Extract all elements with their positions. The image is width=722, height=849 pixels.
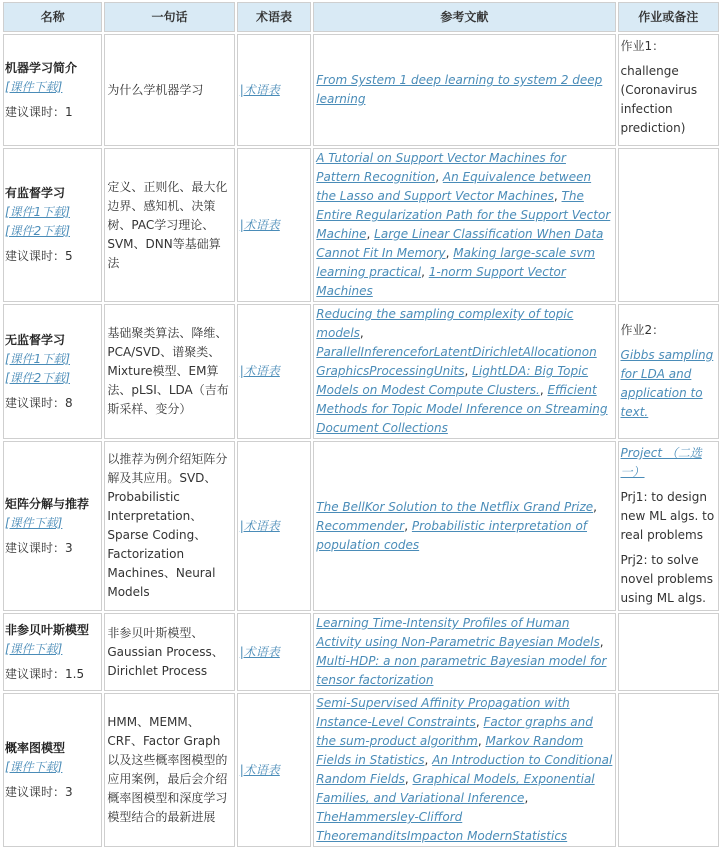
- reference-link[interactable]: TheHammersley-Clifford TheoremanditsImpacton ModernStatistics: [316, 810, 568, 843]
- reference-link[interactable]: Large Linear Classification When Data Cannot Fit In Memory: [316, 227, 604, 260]
- summary-cell: 定义、正则化、最大化边界、感知机、决策树、PAC学习理论、SVM、DNN等基础算法: [104, 148, 234, 302]
- glossary-link[interactable]: |术语表: [239, 217, 280, 232]
- reference-link[interactable]: Learning Time-Intensity Profiles of Human Activity using Non-Parametric Bayesian Models: [316, 616, 600, 649]
- homework-label: 作业1：: [620, 39, 665, 53]
- summary-cell: 基础聚类算法、降维、PCA/SVD、谱聚类、Mixture模型、EM算法、pLSI、LDA（吉布斯采样、变分）: [104, 304, 234, 439]
- reference-link[interactable]: 1-norm Support Vector Machines: [316, 265, 566, 298]
- download-link[interactable]: [课件1下载]: [5, 351, 70, 366]
- topic-cell: [3, 148, 102, 302]
- homework-text: challenge (Coronavirus infection prediction): [620, 64, 698, 135]
- reference-link[interactable]: Multi-HDP: a non parametric Bayesian model for tensor factorization: [316, 654, 607, 687]
- topic-title: 非参贝叶斯模型: [5, 622, 90, 637]
- course-hours: 建议课时：1.5: [5, 666, 85, 681]
- reference-link[interactable]: A Tutorial on Support Vector Machines for Pattern Recognition: [316, 151, 566, 184]
- topic-title: 有监督学习: [5, 186, 66, 200]
- project-option: Prj1: to design new ML algs. to real problems: [620, 490, 715, 542]
- course-hours: 建议课时：1: [5, 104, 73, 119]
- glossary-link[interactable]: |术语表: [239, 762, 280, 777]
- glossary-link[interactable]: |术语表: [239, 82, 280, 97]
- topic-title: 机器学习简介: [5, 60, 78, 75]
- references-cell: Learning Time-Intensity Profiles of Human Activity using Non-Parametric Bayesian Models, Multi-HDP: a non parametric Bayesian model for tensor factorization: [313, 613, 615, 691]
- glossary-cell: [237, 693, 312, 847]
- header-name: 名称: [3, 2, 102, 32]
- header-glossary: 术语表: [237, 2, 312, 32]
- reference-link[interactable]: Markov Random Fields in Statistics: [316, 734, 584, 767]
- reference-link[interactable]: Graphical Models, Exponential Families, and Variational Inference: [316, 772, 595, 805]
- topic-title: 概率图模型: [5, 740, 66, 755]
- reference-link[interactable]: LightLDA: Big Topic Models on Modest Compute Clusters.: [316, 364, 589, 397]
- reference-link[interactable]: Making large-scale svm learning practical: [316, 246, 596, 279]
- download-link[interactable]: [课件2下载]: [5, 224, 70, 238]
- glossary-link[interactable]: |术语表: [239, 364, 280, 378]
- download-link[interactable]: [课件1下载]: [5, 205, 70, 219]
- reference-link[interactable]: ParallelInferenceforLatentDirichletAllocationon GraphicsProcessingUnits: [316, 345, 597, 378]
- reference-link[interactable]: An Introduction to Conditional Random Fields: [316, 753, 613, 786]
- references-cell: Semi-Supervised Affinity Propagation with Instance-Level Constraints, Factor graphs and the sum-product algorithm, Markov Random Fields in Statistics, An Introduction to Conditional Random Fields, Graphical Models, Exponential Families, and Variational Inference, TheHammersley-Clifford TheoremanditsImpacton ModernStatistics: [313, 693, 615, 847]
- header-summary: 一句话: [104, 2, 234, 32]
- table-row: [3, 34, 719, 146]
- summary-cell: 以推荐为例介绍矩阵分解及其应用。SVD、Probabilistic Interpretation、Sparse Coding、Factorization Machines、Neural Models: [104, 441, 234, 611]
- project-option: Prj2: to solve novel problems using ML algs.: [620, 553, 713, 605]
- homework-cell: [618, 613, 719, 691]
- summary-cell: HMM、MEMM、CRF、Factor Graph以及这些概率图模型的应用案例，最后会介绍概率图模型和深度学习模型结合的最新进展: [104, 693, 234, 847]
- glossary-link[interactable]: |术语表: [239, 518, 280, 533]
- summary-cell: 非参贝叶斯模型、Gaussian Process、Dirichlet Process: [104, 613, 234, 691]
- reference-link[interactable]: Reducing the sampling complexity of topic models: [316, 307, 574, 340]
- reference-link[interactable]: An Equivalence between the Lasso and Support Vector Machines: [316, 170, 592, 203]
- course-hours: 建议课时：3: [5, 784, 73, 799]
- topic-cell: [3, 34, 102, 146]
- reference-link[interactable]: Factor graphs and the sum-product algorithm: [316, 715, 593, 748]
- table-row: [3, 693, 719, 847]
- table-row: [3, 613, 719, 691]
- download-link[interactable]: [课件下载]: [5, 759, 63, 774]
- table-header-row: [3, 2, 719, 32]
- topic-cell: [3, 693, 102, 847]
- download-link[interactable]: [课件下载]: [5, 641, 63, 656]
- homework-cell: [618, 34, 719, 146]
- glossary-link[interactable]: |术语表: [239, 644, 280, 659]
- reference-link[interactable]: Efficient Methods for Topic Model Inference on Streaming Document Collections: [316, 383, 608, 435]
- download-link[interactable]: [课件2下载]: [5, 370, 70, 385]
- table-row: [3, 148, 719, 302]
- course-hours: 建议课时：3: [5, 540, 73, 555]
- topic-title: 矩阵分解与推荐: [5, 496, 90, 511]
- topic-cell: [3, 441, 102, 611]
- course-table: [1, 0, 721, 849]
- topic-title: 无监督学习: [5, 332, 66, 347]
- reference-link[interactable]: Recommender: [316, 518, 405, 533]
- table-row: [3, 304, 719, 439]
- homework-cell: [618, 148, 719, 302]
- homework-cell: [618, 304, 719, 439]
- topic-cell: [3, 304, 102, 439]
- course-hours: 建议课时：8: [5, 395, 73, 410]
- reference-link[interactable]: Semi-Supervised Affinity Propagation with Instance-Level Constraints: [316, 696, 570, 729]
- reference-link[interactable]: Probabilistic interpretation of population codes: [316, 518, 588, 552]
- project-link[interactable]: Project （二选一）: [620, 446, 702, 479]
- homework-cell: [618, 441, 719, 611]
- references-cell: The BellKor Solution to the Netflix Grand Prize, Recommender, Probabilistic interpretation of population codes: [313, 441, 615, 611]
- summary-cell: 为什么学机器学习: [104, 34, 234, 146]
- course-hours: 建议课时：5: [5, 249, 73, 263]
- references-cell: [313, 34, 615, 146]
- reference-link[interactable]: From System 1 deep learning to system 2 deep learning: [316, 73, 603, 106]
- header-homework: 作业或备注: [618, 2, 719, 32]
- glossary-cell: [237, 148, 312, 302]
- references-cell: Reducing the sampling complexity of topic models, ParallelInferenceforLatentDirichletAllocationon GraphicsProcessingUnits, LightLDA: Big Topic Models on Modest Compute Clusters., Efficient Methods for Topic Model Inference on Streaming Document Collections: [313, 304, 615, 439]
- header-references: 参考文献: [313, 2, 615, 32]
- reference-link[interactable]: The BellKor Solution to the Netflix Grand Prize: [316, 499, 594, 514]
- download-link[interactable]: [课件下载]: [5, 515, 63, 530]
- table-row: [3, 441, 719, 611]
- glossary-cell: [237, 441, 312, 611]
- homework-label: 作业2：: [620, 323, 665, 337]
- glossary-cell: [237, 304, 312, 439]
- references-cell: A Tutorial on Support Vector Machines for Pattern Recognition, An Equivalence between the Lasso and Support Vector Machines, The Entire Regularization Path for the Support Vector Machine, Large Linear Classification When Data Cannot Fit In Memory, Making large-scale svm learning practical, 1-norm Support Vector Machines: [313, 148, 615, 302]
- topic-cell: [3, 613, 102, 691]
- glossary-cell: [237, 34, 312, 146]
- download-link[interactable]: [课件下载]: [5, 79, 63, 94]
- reference-link[interactable]: The Entire Regularization Path for the Support Vector Machine: [316, 189, 611, 241]
- glossary-cell: [237, 613, 312, 691]
- homework-link[interactable]: Gibbs sampling for LDA and application to text.: [620, 348, 714, 419]
- homework-cell: [618, 693, 719, 847]
